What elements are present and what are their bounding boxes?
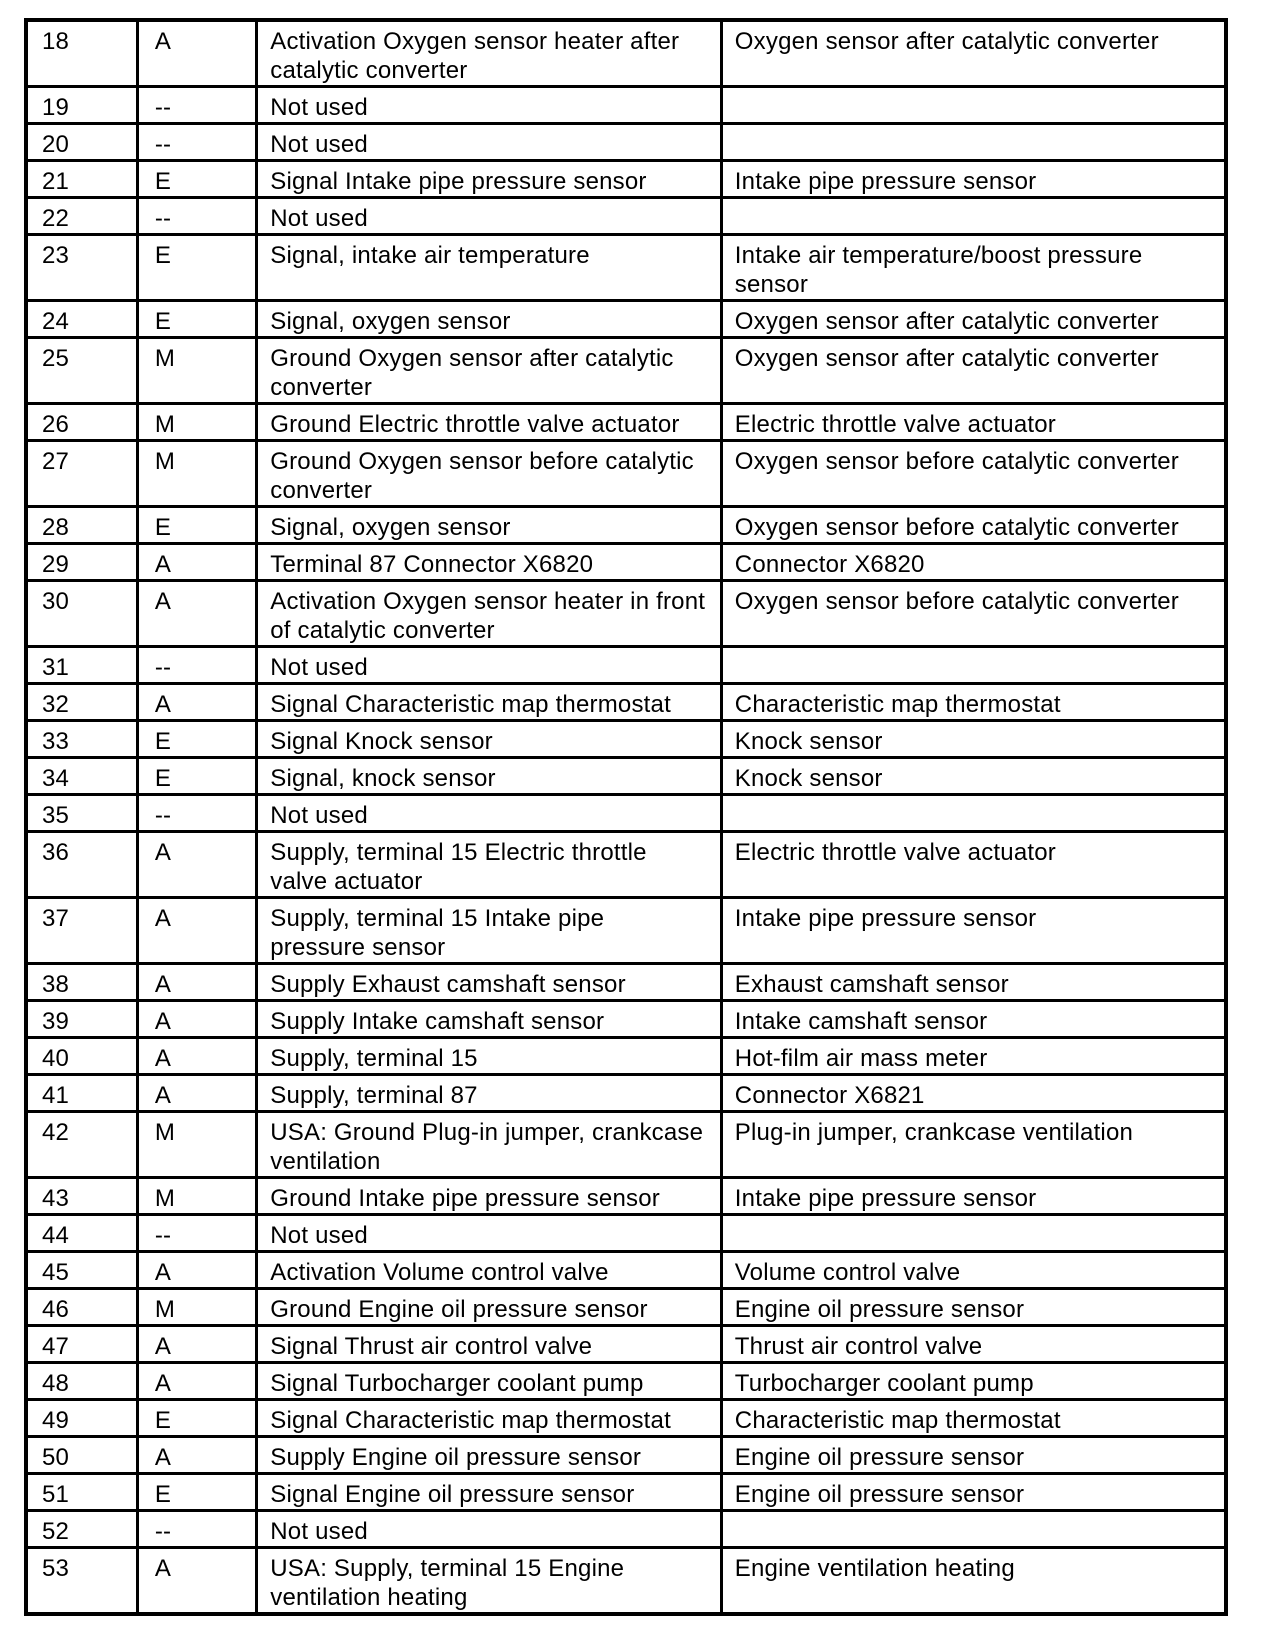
pin-number-cell: 20 [26, 124, 137, 161]
table-row [26, 20, 1226, 87]
table-row [26, 338, 1226, 404]
signal-type-cell: E [137, 301, 256, 338]
table-row [26, 507, 1226, 544]
table-row [26, 1215, 1226, 1252]
component-cell: Oxygen sensor before catalytic converter [721, 581, 1226, 647]
table-row [26, 1178, 1226, 1215]
function-description-cell: Ground Oxygen sensor before catalytic converter [257, 441, 722, 507]
table-row [26, 1474, 1226, 1511]
table-row [26, 758, 1226, 795]
pin-number-cell: 19 [26, 87, 137, 124]
signal-type-cell: M [137, 404, 256, 441]
function-description-cell: Not used [257, 1511, 722, 1548]
function-description-cell: Supply, terminal 15 Electric throttle valve actuator [257, 832, 722, 898]
signal-type-cell: E [137, 758, 256, 795]
function-description-cell: Not used [257, 1215, 722, 1252]
signal-type-cell: E [137, 1474, 256, 1511]
table-row [26, 124, 1226, 161]
table-row [26, 1075, 1226, 1112]
component-cell: Intake air temperature/boost pressure sensor [721, 235, 1226, 301]
pin-number-cell: 28 [26, 507, 137, 544]
signal-type-cell: A [137, 684, 256, 721]
pin-number-cell: 44 [26, 1215, 137, 1252]
component-cell: Engine oil pressure sensor [721, 1474, 1226, 1511]
function-description-cell: Ground Engine oil pressure sensor [257, 1289, 722, 1326]
function-description-cell: Not used [257, 647, 722, 684]
signal-type-cell: A [137, 1326, 256, 1363]
pin-number-cell: 26 [26, 404, 137, 441]
table-row [26, 1363, 1226, 1400]
pin-number-cell: 31 [26, 647, 137, 684]
function-description-cell: Not used [257, 124, 722, 161]
signal-type-cell: -- [137, 1215, 256, 1252]
component-cell: Connector X6821 [721, 1075, 1226, 1112]
component-cell: Characteristic map thermostat [721, 684, 1226, 721]
signal-type-cell: A [137, 832, 256, 898]
signal-type-cell: A [137, 1548, 256, 1615]
signal-type-cell: M [137, 441, 256, 507]
signal-type-cell: -- [137, 795, 256, 832]
signal-type-cell: A [137, 964, 256, 1001]
table-row [26, 1289, 1226, 1326]
pin-number-cell: 36 [26, 832, 137, 898]
signal-type-cell: A [137, 581, 256, 647]
component-cell [721, 198, 1226, 235]
component-cell [721, 795, 1226, 832]
table-row [26, 647, 1226, 684]
function-description-cell: Activation Oxygen sensor heater after catalytic converter [257, 20, 722, 87]
signal-type-cell: A [137, 1038, 256, 1075]
table-row [26, 1548, 1226, 1615]
component-cell: Connector X6820 [721, 544, 1226, 581]
signal-type-cell: E [137, 721, 256, 758]
pin-number-cell: 50 [26, 1437, 137, 1474]
signal-type-cell: M [137, 338, 256, 404]
function-description-cell: Signal Characteristic map thermostat [257, 1400, 722, 1437]
pin-table-body [26, 20, 1226, 1614]
function-description-cell: Ground Intake pipe pressure sensor [257, 1178, 722, 1215]
pin-number-cell: 22 [26, 198, 137, 235]
signal-type-cell: E [137, 235, 256, 301]
function-description-cell: Not used [257, 795, 722, 832]
pin-number-cell: 43 [26, 1178, 137, 1215]
signal-type-cell: M [137, 1112, 256, 1178]
signal-type-cell: A [137, 1252, 256, 1289]
component-cell: Intake pipe pressure sensor [721, 898, 1226, 964]
signal-type-cell: A [137, 1437, 256, 1474]
signal-type-cell: A [137, 1363, 256, 1400]
pin-number-cell: 38 [26, 964, 137, 1001]
pin-number-cell: 42 [26, 1112, 137, 1178]
function-description-cell: Activation Oxygen sensor heater in front of catalytic converter [257, 581, 722, 647]
function-description-cell: Signal, knock sensor [257, 758, 722, 795]
component-cell [721, 87, 1226, 124]
table-row [26, 721, 1226, 758]
table-row [26, 87, 1226, 124]
table-row [26, 832, 1226, 898]
signal-type-cell: E [137, 507, 256, 544]
component-cell: Hot-film air mass meter [721, 1038, 1226, 1075]
signal-type-cell: E [137, 1400, 256, 1437]
component-cell: Knock sensor [721, 721, 1226, 758]
function-description-cell: USA: Supply, terminal 15 Engine ventilation heating [257, 1548, 722, 1615]
pin-number-cell: 37 [26, 898, 137, 964]
component-cell [721, 1511, 1226, 1548]
component-cell: Electric throttle valve actuator [721, 832, 1226, 898]
component-cell: Oxygen sensor before catalytic converter [721, 507, 1226, 544]
pin-number-cell: 29 [26, 544, 137, 581]
signal-type-cell: M [137, 1178, 256, 1215]
pin-number-cell: 52 [26, 1511, 137, 1548]
table-row [26, 1038, 1226, 1075]
pin-number-cell: 32 [26, 684, 137, 721]
function-description-cell: Signal Turbocharger coolant pump [257, 1363, 722, 1400]
component-cell: Plug-in jumper, crankcase ventilation [721, 1112, 1226, 1178]
function-description-cell: USA: Ground Plug-in jumper, crankcase ventilation [257, 1112, 722, 1178]
pin-number-cell: 33 [26, 721, 137, 758]
signal-type-cell: M [137, 1289, 256, 1326]
table-row [26, 441, 1226, 507]
pin-number-cell: 21 [26, 161, 137, 198]
pin-number-cell: 39 [26, 1001, 137, 1038]
table-row [26, 581, 1226, 647]
function-description-cell: Not used [257, 198, 722, 235]
component-cell: Intake pipe pressure sensor [721, 1178, 1226, 1215]
pin-number-cell: 25 [26, 338, 137, 404]
pin-number-cell: 24 [26, 301, 137, 338]
table-row [26, 1001, 1226, 1038]
function-description-cell: Signal, oxygen sensor [257, 301, 722, 338]
signal-type-cell: A [137, 1001, 256, 1038]
component-cell: Intake pipe pressure sensor [721, 161, 1226, 198]
pin-number-cell: 18 [26, 20, 137, 87]
function-description-cell: Signal Thrust air control valve [257, 1326, 722, 1363]
component-cell: Characteristic map thermostat [721, 1400, 1226, 1437]
table-row [26, 684, 1226, 721]
function-description-cell: Signal Engine oil pressure sensor [257, 1474, 722, 1511]
function-description-cell: Supply, terminal 15 [257, 1038, 722, 1075]
pin-number-cell: 30 [26, 581, 137, 647]
function-description-cell: Activation Volume control valve [257, 1252, 722, 1289]
component-cell: Engine oil pressure sensor [721, 1289, 1226, 1326]
component-cell: Volume control valve [721, 1252, 1226, 1289]
function-description-cell: Ground Oxygen sensor after catalytic converter [257, 338, 722, 404]
function-description-cell: Signal Knock sensor [257, 721, 722, 758]
table-row [26, 1112, 1226, 1178]
function-description-cell: Signal, intake air temperature [257, 235, 722, 301]
table-row [26, 235, 1226, 301]
pin-number-cell: 41 [26, 1075, 137, 1112]
signal-type-cell: -- [137, 647, 256, 684]
component-cell: Oxygen sensor after catalytic converter [721, 20, 1226, 87]
table-row [26, 964, 1226, 1001]
signal-type-cell: A [137, 544, 256, 581]
pin-number-cell: 51 [26, 1474, 137, 1511]
component-cell: Electric throttle valve actuator [721, 404, 1226, 441]
signal-type-cell: -- [137, 87, 256, 124]
component-cell: Oxygen sensor after catalytic converter [721, 338, 1226, 404]
table-row [26, 544, 1226, 581]
table-row [26, 404, 1226, 441]
component-cell: Engine ventilation heating [721, 1548, 1226, 1615]
signal-type-cell: -- [137, 198, 256, 235]
component-cell: Thrust air control valve [721, 1326, 1226, 1363]
function-description-cell: Supply, terminal 87 [257, 1075, 722, 1112]
pin-number-cell: 40 [26, 1038, 137, 1075]
pin-number-cell: 49 [26, 1400, 137, 1437]
table-row [26, 198, 1226, 235]
signal-type-cell: -- [137, 1511, 256, 1548]
function-description-cell: Ground Electric throttle valve actuator [257, 404, 722, 441]
table-row [26, 1326, 1226, 1363]
table-row [26, 161, 1226, 198]
component-cell: Engine oil pressure sensor [721, 1437, 1226, 1474]
pin-number-cell: 27 [26, 441, 137, 507]
function-description-cell: Supply Intake camshaft sensor [257, 1001, 722, 1038]
component-cell: Oxygen sensor before catalytic converter [721, 441, 1226, 507]
pin-number-cell: 46 [26, 1289, 137, 1326]
table-row [26, 301, 1226, 338]
signal-type-cell: -- [137, 124, 256, 161]
component-cell [721, 124, 1226, 161]
function-description-cell: Signal, oxygen sensor [257, 507, 722, 544]
function-description-cell: Supply Engine oil pressure sensor [257, 1437, 722, 1474]
signal-type-cell: A [137, 898, 256, 964]
signal-type-cell: A [137, 1075, 256, 1112]
pin-number-cell: 47 [26, 1326, 137, 1363]
signal-type-cell: E [137, 161, 256, 198]
table-row [26, 1437, 1226, 1474]
pin-number-cell: 45 [26, 1252, 137, 1289]
function-description-cell: Not used [257, 87, 722, 124]
pin-number-cell: 23 [26, 235, 137, 301]
table-row [26, 1252, 1226, 1289]
pin-assignment-table [24, 18, 1228, 1616]
component-cell [721, 1215, 1226, 1252]
component-cell: Intake camshaft sensor [721, 1001, 1226, 1038]
component-cell: Turbocharger coolant pump [721, 1363, 1226, 1400]
function-description-cell: Supply, terminal 15 Intake pipe pressure sensor [257, 898, 722, 964]
component-cell [721, 647, 1226, 684]
function-description-cell: Terminal 87 Connector X6820 [257, 544, 722, 581]
pin-number-cell: 34 [26, 758, 137, 795]
function-description-cell: Signal Characteristic map thermostat [257, 684, 722, 721]
component-cell: Exhaust camshaft sensor [721, 964, 1226, 1001]
signal-type-cell: A [137, 20, 256, 87]
table-row [26, 1511, 1226, 1548]
table-row [26, 898, 1226, 964]
pin-number-cell: 35 [26, 795, 137, 832]
table-row [26, 1400, 1226, 1437]
component-cell: Knock sensor [721, 758, 1226, 795]
pin-number-cell: 48 [26, 1363, 137, 1400]
function-description-cell: Supply Exhaust camshaft sensor [257, 964, 722, 1001]
pin-number-cell: 53 [26, 1548, 137, 1615]
component-cell: Oxygen sensor after catalytic converter [721, 301, 1226, 338]
function-description-cell: Signal Intake pipe pressure sensor [257, 161, 722, 198]
table-row [26, 795, 1226, 832]
